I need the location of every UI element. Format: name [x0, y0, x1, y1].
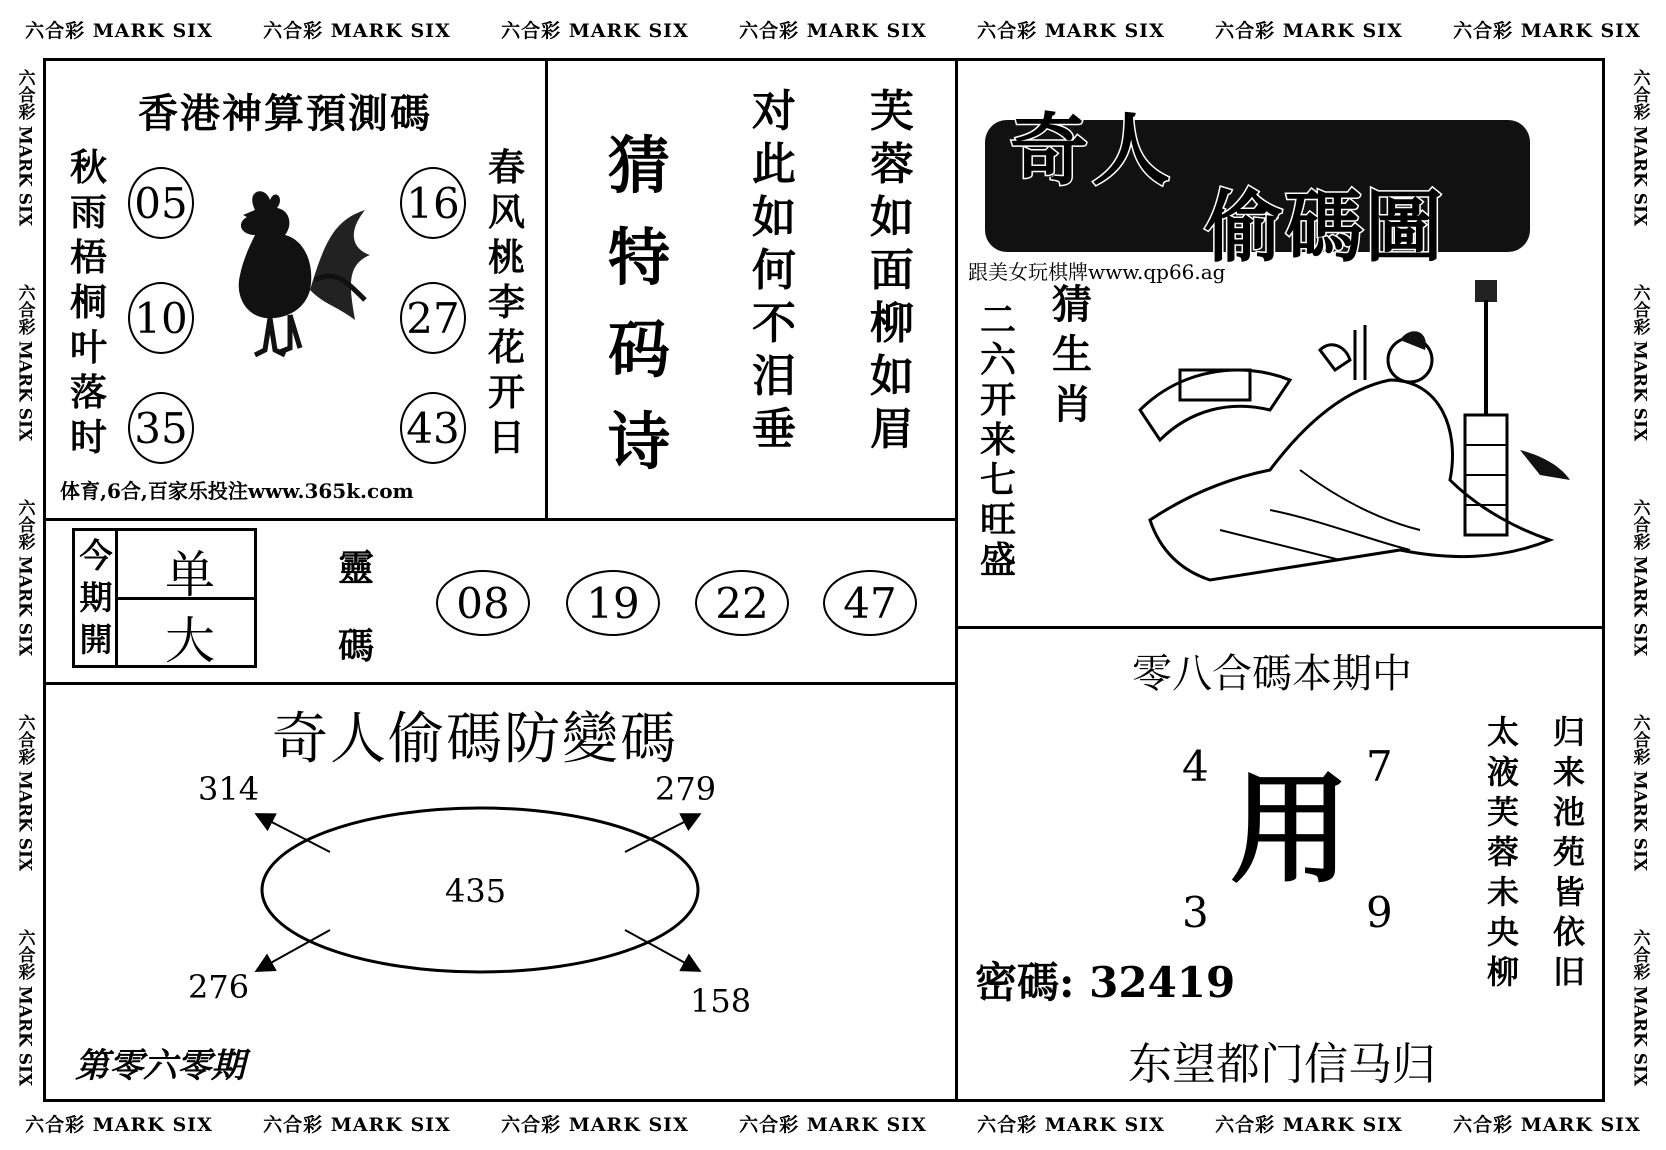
- defense-top-right: 279: [655, 770, 717, 808]
- zodiac-title-char: 肖: [1052, 381, 1092, 428]
- predict-title: 香港神算預測碼: [138, 90, 432, 137]
- poem-char: 皆: [1553, 873, 1586, 911]
- border-label: 六合彩 MARK SIX: [1215, 1113, 1403, 1136]
- code-digit: 9: [1366, 888, 1393, 937]
- poem-char: 何: [752, 245, 796, 296]
- issue-number: 第零六零期: [75, 1046, 245, 1086]
- poem-char: 对: [752, 86, 796, 137]
- border-label: 六合彩 MARK SIX: [263, 19, 451, 42]
- zodiac-poem-char: 七: [980, 459, 1017, 501]
- poem-char: 未: [1487, 873, 1520, 911]
- open-row1: 单: [165, 546, 215, 604]
- poem-char: 时: [70, 415, 107, 459]
- zodiac-title: [1052, 280, 1092, 430]
- border-label: 六合彩 MARK SIX: [501, 19, 689, 42]
- right-bottom-title: 零八合碼本期中: [1132, 651, 1412, 697]
- number-ball: 27: [400, 282, 466, 354]
- border-label: 六合彩 MARK SIX: [14, 713, 35, 872]
- bottom-border-strip: [0, 1108, 1666, 1138]
- defense-bottom-right: 158: [690, 982, 752, 1020]
- poem-char: 来: [1553, 753, 1586, 791]
- scholar-illustration-icon: [1120, 270, 1575, 620]
- poem-char: 面: [870, 245, 914, 296]
- border-label: 六合彩 MARK SIX: [14, 498, 35, 657]
- border-label: 六合彩 MARK SIX: [14, 283, 35, 442]
- divider: [45, 682, 957, 685]
- border-label: 六合彩 MARK SIX: [25, 1113, 213, 1136]
- poem-char: 旧: [1553, 953, 1586, 991]
- poem-char: 桐: [70, 280, 107, 324]
- border-label: 六合彩 MARK SIX: [739, 1113, 927, 1136]
- number-ball: 16: [400, 167, 466, 239]
- poem-char: 泪: [752, 351, 796, 402]
- poem-char: 太: [1487, 713, 1520, 751]
- poem-char: 李: [488, 280, 525, 324]
- poem-char: 开: [488, 370, 525, 414]
- poem-line1: [752, 85, 796, 456]
- poem-char: 柳: [1487, 953, 1520, 991]
- number-ball: 35: [128, 392, 194, 464]
- border-label: 六合彩 MARK SIX: [1629, 928, 1650, 1087]
- right-poem: [488, 145, 525, 460]
- poem-title-char: 特: [608, 221, 671, 294]
- border-label: 六合彩 MARK SIX: [1629, 283, 1650, 442]
- poem-char: 如: [870, 351, 914, 402]
- banner-title-part1: 奇人: [1010, 105, 1175, 196]
- border-label: 六合彩 MARK SIX: [1629, 68, 1650, 227]
- divider: [545, 60, 548, 520]
- poem-char: 归: [1553, 713, 1586, 751]
- border-label: 六合彩 MARK SIX: [14, 68, 35, 227]
- poem-char: 柳: [870, 298, 914, 349]
- poem-char: 芙: [870, 86, 914, 137]
- poem-char: 如: [870, 192, 914, 243]
- banner-title-part2: 偷碼圖: [1205, 182, 1446, 273]
- zodiac-poem-char: 开: [980, 379, 1017, 421]
- open-header-char: 開: [79, 620, 113, 659]
- code-digit: 4: [1182, 742, 1209, 791]
- number-ball: 10: [128, 282, 194, 354]
- code-digit: 7: [1366, 742, 1393, 791]
- number-ball: 43: [400, 392, 466, 464]
- open-table: [72, 528, 257, 668]
- zodiac-title-char: 生: [1052, 331, 1092, 378]
- poem-char: 眉: [870, 404, 914, 455]
- poem-char: 央: [1487, 913, 1520, 951]
- top-border-strip: [0, 14, 1666, 44]
- right-border-strip: [1625, 40, 1655, 1115]
- poem-char: 蓉: [870, 139, 914, 190]
- poem-char: 梧: [70, 235, 107, 279]
- bottom-poem: 东望都门信马归: [1128, 1039, 1436, 1090]
- poem-char: 蓉: [1487, 833, 1520, 871]
- predict-ad: 体育,6合,百家乐投注www.365k.com: [60, 479, 414, 503]
- lucky-label-top: 靈: [338, 547, 375, 589]
- password: 密碼: 32419: [975, 958, 1236, 1007]
- poem-title-char: 诗: [608, 405, 671, 478]
- poem-char: 不: [752, 298, 796, 349]
- poem-char: 桃: [488, 235, 525, 279]
- zodiac-poem-char: 六: [980, 339, 1017, 381]
- border-label: 六合彩 MARK SIX: [501, 1113, 689, 1136]
- zodiac-poem-char: 二: [980, 299, 1017, 341]
- poem-char: 液: [1487, 753, 1520, 791]
- left-border-strip: [10, 40, 40, 1115]
- poem-char: 春: [488, 145, 525, 189]
- zodiac-poem-char: 盛: [980, 539, 1017, 581]
- lucky-number: 08: [436, 570, 530, 636]
- poem-char: 依: [1553, 913, 1586, 951]
- border-label: 六合彩 MARK SIX: [263, 1113, 451, 1136]
- banner-ad: 跟美女玩棋牌www.qp66.ag: [968, 260, 1226, 284]
- open-header-char: 今: [79, 536, 113, 575]
- border-label: 六合彩 MARK SIX: [25, 19, 213, 42]
- rooster-icon: [215, 180, 375, 360]
- divider: [957, 626, 1603, 629]
- lucky-number: 22: [695, 570, 789, 636]
- open-table-header: [80, 535, 112, 661]
- poem-char: 风: [488, 190, 525, 234]
- zodiac-title-char: 猜: [1052, 281, 1092, 328]
- divider: [45, 518, 957, 521]
- poem-char: 池: [1553, 793, 1586, 831]
- defense-center: 435: [445, 872, 507, 910]
- border-label: 六合彩 MARK SIX: [739, 19, 927, 42]
- open-header-char: 期: [79, 578, 113, 617]
- open-row2: 大: [165, 612, 215, 670]
- poem-title-char: 码: [608, 313, 671, 386]
- border-label: 六合彩 MARK SIX: [1215, 19, 1403, 42]
- zodiac-poem-char: 旺: [980, 499, 1017, 541]
- border-label: 六合彩 MARK SIX: [977, 19, 1165, 42]
- lucky-label-bottom: 碼: [338, 625, 375, 667]
- poem-title-char: 猜: [608, 129, 671, 202]
- defense-bottom-left: 276: [188, 968, 250, 1006]
- zodiac-poem: [980, 300, 1016, 580]
- number-ball: 05: [128, 167, 194, 239]
- lucky-number: 47: [823, 570, 917, 636]
- poem-line2: [870, 85, 914, 456]
- poem-char: 垂: [752, 404, 796, 455]
- zodiac-poem-char: 来: [980, 419, 1017, 461]
- left-poem: [70, 145, 107, 460]
- poem-char: 日: [488, 415, 525, 459]
- border-label: 六合彩 MARK SIX: [977, 1113, 1165, 1136]
- lucky-number: 19: [566, 570, 660, 636]
- divider: [955, 60, 958, 1100]
- poem-char: 芙: [1487, 793, 1520, 831]
- poem-char: 如: [752, 192, 796, 243]
- border-label: 六合彩 MARK SIX: [1629, 713, 1650, 872]
- right-poem-1: [1487, 712, 1519, 992]
- code-digit: 3: [1182, 888, 1209, 937]
- poem-char: 花: [488, 325, 525, 369]
- poem-char: 落: [70, 370, 107, 414]
- poem-char: 雨: [70, 190, 107, 234]
- border-label: 六合彩 MARK SIX: [1453, 19, 1641, 42]
- poem-char: 叶: [70, 325, 107, 369]
- border-label: 六合彩 MARK SIX: [14, 928, 35, 1087]
- center-character: 用: [1230, 759, 1350, 900]
- right-poem-2: [1553, 712, 1585, 992]
- defense-title: 奇人偷碼防變碼: [272, 707, 678, 772]
- poem-char: 此: [752, 139, 796, 190]
- border-label: 六合彩 MARK SIX: [1453, 1113, 1641, 1136]
- poem-title: [608, 120, 670, 488]
- poem-char: 秋: [70, 145, 107, 189]
- poem-char: 苑: [1553, 833, 1586, 871]
- defense-top-left: 314: [198, 770, 260, 808]
- border-label: 六合彩 MARK SIX: [1629, 498, 1650, 657]
